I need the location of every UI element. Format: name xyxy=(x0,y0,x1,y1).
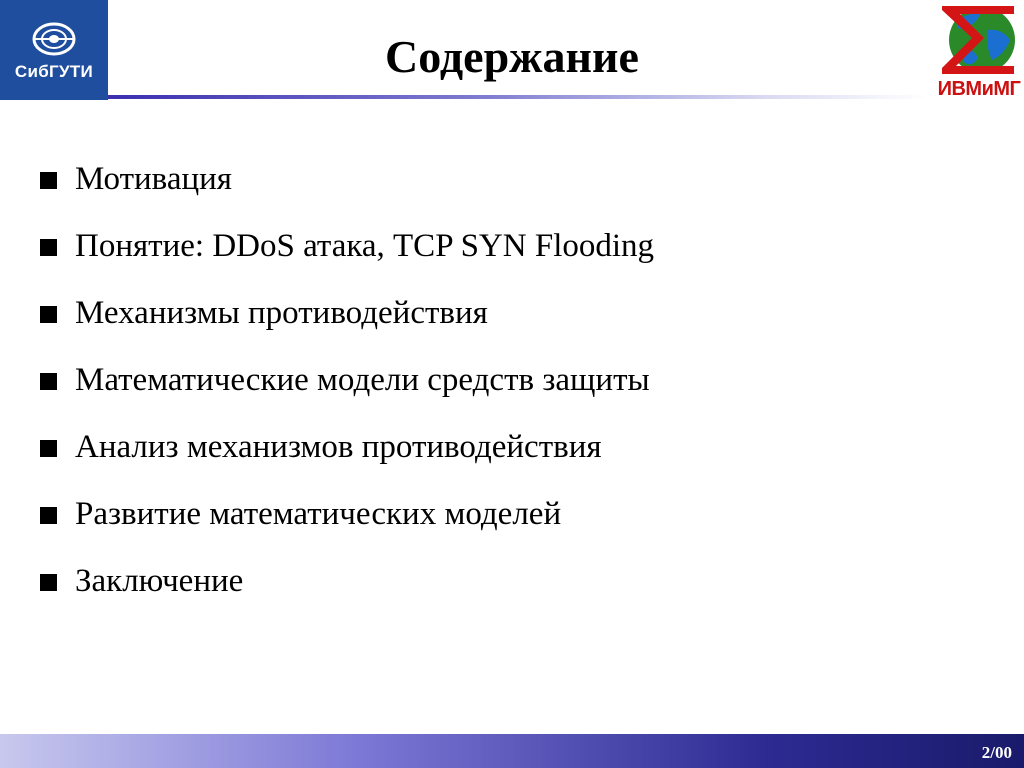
list-item-label: Заключение xyxy=(75,563,244,599)
list-item xyxy=(40,359,654,426)
square-bullet-icon xyxy=(40,306,57,323)
sibguti-logo-text: СибГУТИ xyxy=(14,62,94,81)
square-bullet-icon xyxy=(40,172,57,189)
square-bullet-icon xyxy=(40,574,57,591)
title-divider xyxy=(108,95,928,99)
ivmimg-logo xyxy=(932,0,1024,102)
footer-bar xyxy=(0,734,1024,768)
square-bullet-icon xyxy=(40,507,57,524)
list-item xyxy=(40,225,654,292)
square-bullet-icon xyxy=(40,239,57,256)
page-title: Содержание xyxy=(385,31,639,82)
list-item-label: Математические модели средств защиты xyxy=(75,362,650,398)
list-item-label: Анализ механизмов противодействия xyxy=(75,429,602,465)
list-item-label: Мотивация xyxy=(75,161,232,197)
toc-list xyxy=(40,158,654,627)
list-item xyxy=(40,560,654,627)
page-number: 2/00 xyxy=(981,743,1012,762)
list-item xyxy=(40,426,654,493)
list-item-label: Механизмы противодействия xyxy=(75,295,488,331)
square-bullet-icon xyxy=(40,373,57,390)
square-bullet-icon xyxy=(40,440,57,457)
globe-sigma-icon xyxy=(932,0,1024,80)
list-item-label: Понятие: DDoS атака, TCP SYN Flooding xyxy=(75,228,655,264)
ivmimg-logo-text: ИВМиМГ xyxy=(937,78,1021,100)
list-item xyxy=(40,158,654,225)
list-item xyxy=(40,493,654,560)
list-item-label: Развитие математических моделей xyxy=(75,496,562,532)
list-item xyxy=(40,292,654,359)
